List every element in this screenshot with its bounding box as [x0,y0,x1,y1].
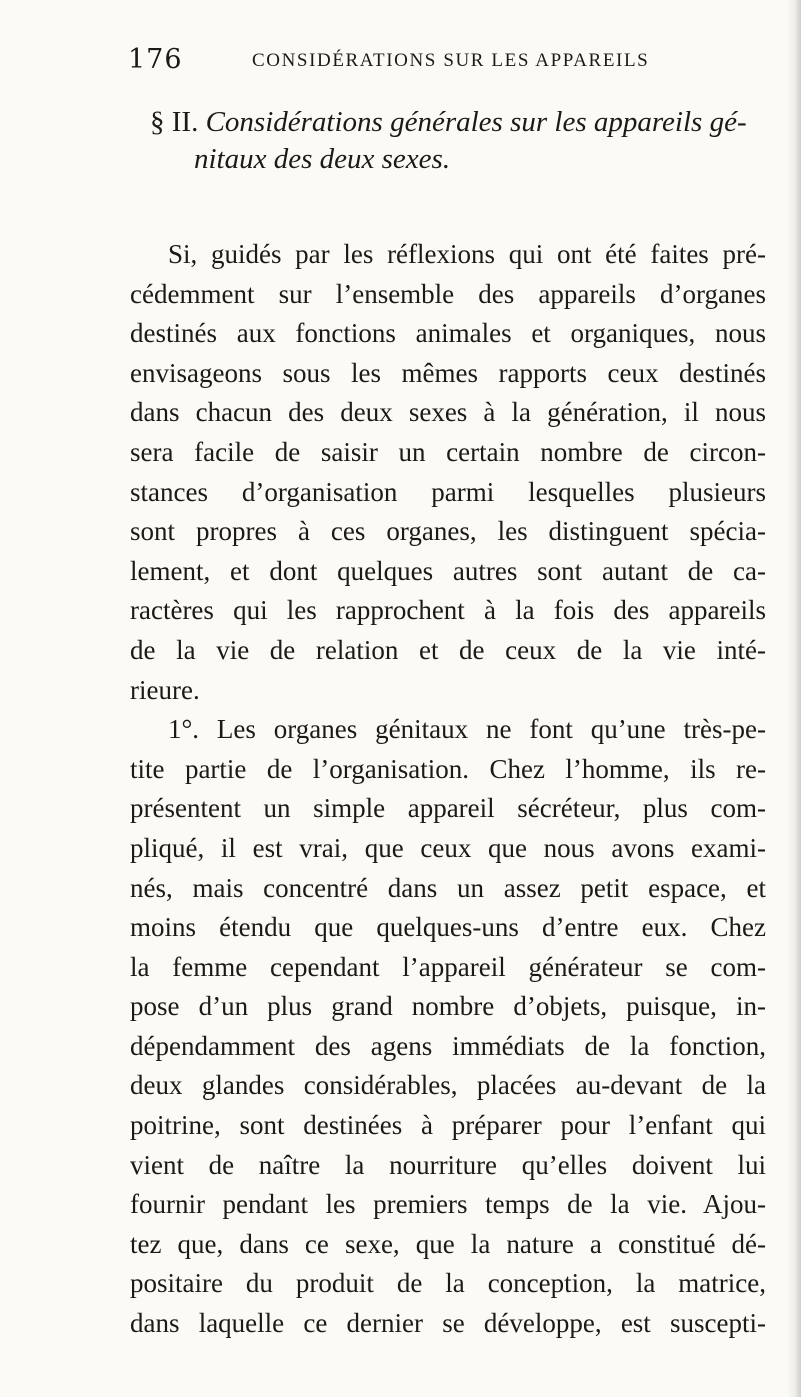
text-line: ractères qui les rapprochent à la fois des appareils [130,595,766,626]
section-title [150,104,800,178]
body-text [130,235,766,1344]
text-line: cédemment sur l’ensemble des appareils d’organes [130,278,766,309]
page-number: 176 [128,44,183,75]
text-line: tite partie de l’organisation. Chez l’homme, ils re- [130,753,766,784]
page-header [128,44,688,84]
text-line: présentent un simple appareil sécréteur, plus com- [130,793,766,824]
text-line: sont propres à ces organes, les distinguent spécia- [130,516,766,547]
text-line: pose d’un plus grand nombre d’objets, puisque, in- [130,991,766,1022]
text-line: Si, guidés par les réflexions qui ont été faites pré- [168,239,766,269]
text-line: deux glandes considérables, placées au-devant de la [130,1070,766,1101]
page-edge-shadow [787,0,801,1397]
text-line: moins étendu que quelques-uns d’entre eux. Chez [130,912,766,943]
text-line: dépendamment des agens immédiats de la fonction, [130,1030,766,1061]
text-line: tez que, dans ce sexe, que la nature a constitué dé- [130,1228,766,1259]
text-line: envisageons sous les mêmes rapports ceux destinés [130,357,766,388]
text-line: dans chacun des deux sexes à la génération, il nous [130,397,766,428]
text-line: pliqué, il est vrai, que ceux que nous avons exami- [130,832,766,863]
text-line: de la vie de relation et de ceux de la vie inté- [130,634,766,665]
text-line: positaire du produit de la conception, la matrice, [130,1268,766,1299]
text-line: vient de naître la nourriture qu’elles doivent lui [130,1149,766,1180]
text-line: lement, et dont quelques autres sont autant de ca- [130,555,766,586]
section-number: § II. [150,106,199,138]
text-line: poitrine, sont destinées à préparer pour l’enfant qui [130,1110,766,1141]
text-line: nés, mais concentré dans un assez petit espace, et [130,872,766,903]
text-line: destinés aux fonctions animales et organiques, nous [130,318,766,349]
running-head: CONSIDÉRATIONS SUR LES APPAREILS [252,50,650,71]
section-title-line-2: nitaux des deux sexes. [194,143,451,175]
text-line: 1°. Les organes génitaux ne font qu’une très-pe- [168,714,766,745]
section-title-line-1: Considérations générales sur les appareils gé- [205,106,747,138]
text-line: dans laquelle ce dernier se développe, est suscepti- [130,1308,766,1339]
text-line: fournir pendant les premiers temps de la vie. Ajou- [130,1189,766,1220]
text-line: stances d’organisation parmi lesquelles plusieurs [130,476,766,507]
text-line: rieure. [130,674,200,705]
text-line: la femme cependant l’appareil générateur se com- [130,951,766,982]
text-line: sera facile de saisir un certain nombre de circon- [130,436,766,467]
